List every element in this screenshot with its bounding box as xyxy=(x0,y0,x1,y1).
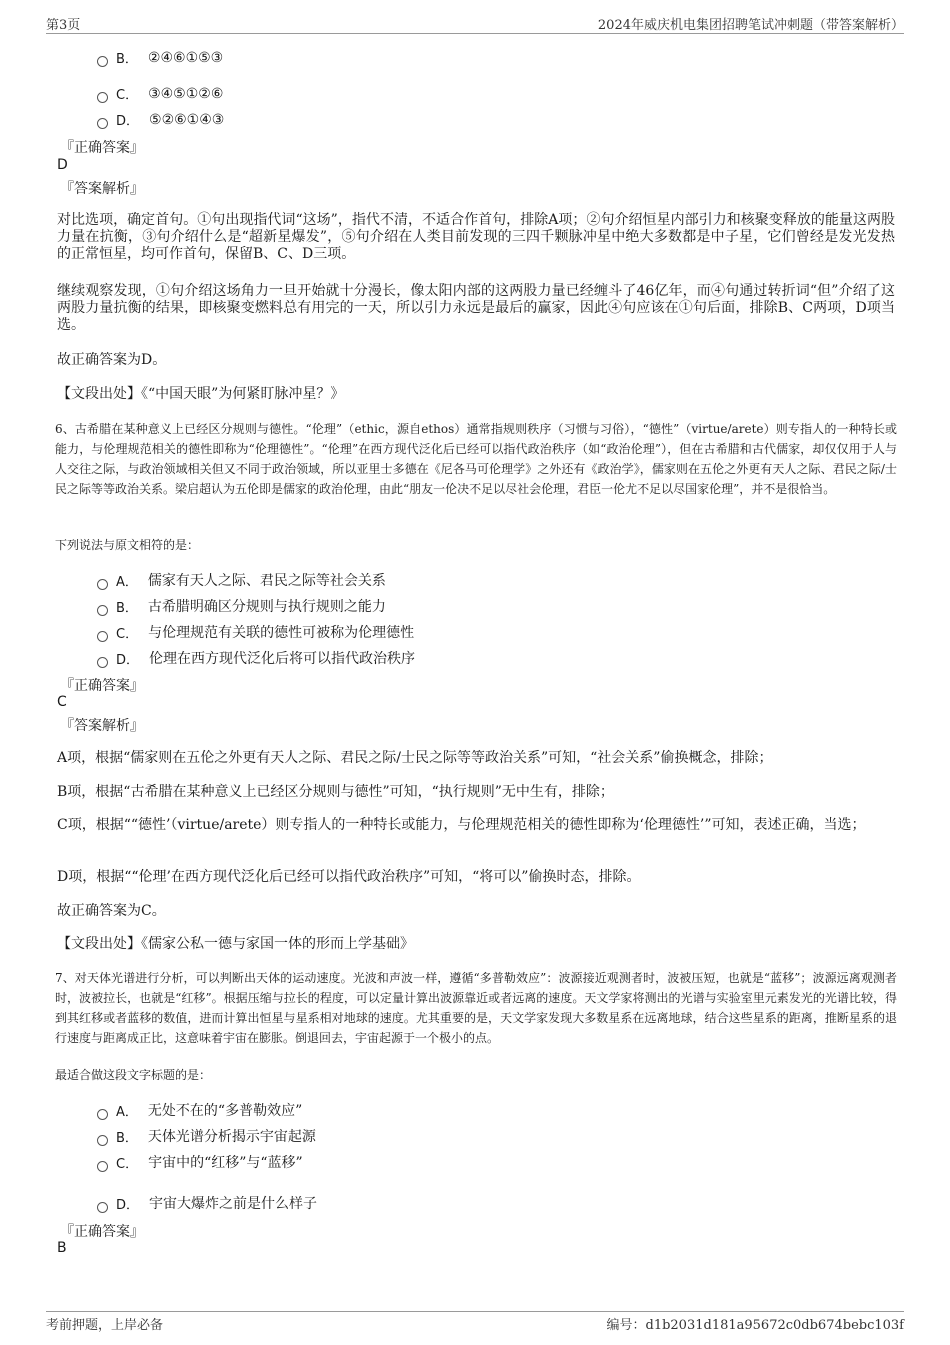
radio-icon[interactable] xyxy=(97,657,108,668)
radio-icon[interactable] xyxy=(97,1109,108,1120)
radio-icon[interactable] xyxy=(97,118,108,129)
q6-conclusion: 故正确答案为C。 xyxy=(57,903,166,919)
q6-question: 下列说法与原文相符的是： xyxy=(55,538,200,552)
radio-icon[interactable] xyxy=(97,605,108,616)
radio-icon[interactable] xyxy=(97,631,108,642)
q5-option-b[interactable]: B． ②④⑥①⑤③ xyxy=(97,48,223,67)
q7-option-c[interactable]: C． 宇宙中的“红移”与“蓝移” xyxy=(97,1152,303,1172)
q7-option-a[interactable]: A． 无处不在的“多普勒效应” xyxy=(97,1100,302,1120)
radio-icon[interactable] xyxy=(97,92,108,103)
q7-question: 最适合做这段文字标题的是： xyxy=(55,1068,212,1082)
q6-passage: 6、古希腊在某种意义上已经区分规则与德性。“伦理”（ethic，源自ethos）通常指规则秩序（习惯与习俗），“德性”（virtue/arete）则专指人的一种特长或能力，与伦理规范相关的德性即称为“伦理德性”。“伦理”在西方现代泛化后已经可以指代政治秩序（如“政治伦理”），但在古希腊和古代儒家，却仅仅用于人与人交往之际，与政治领域相关但又不同于政治领域，所以亚里士多德在《尼各马可伦理学》之外还有《政治学》，儒家则在五伦之外更有天人之际、君民之际/士民之际等等政治关系。梁启超认为五伦即是儒家的政治伦理，由此“朋友一伦决不足以尽社会伦理，君臣一伦尤不足以尽国家伦理”，并不是很恰当。 xyxy=(55,422,897,496)
document-title: 2024年威庆机电集团招聘笔试冲刺题（带答案解析） xyxy=(597,18,904,33)
q6-analysis-label: 『答案解析』 xyxy=(60,718,144,734)
q5-analysis-p2: 继续观察发现，①句介绍这场角力一旦开始就十分漫长，像太阳内部的这两股力量已经缠斗了46亿年，而④句通过转折词“但”介绍了这两股力量抗衡的结果，即核聚变燃料总有用完的一天，所以引力永远是最后的赢家，因此④句应该在①句后面，排除B、C两项，D项当选。 xyxy=(57,283,895,333)
q6-answer: C xyxy=(57,694,67,710)
header-divider xyxy=(46,33,904,34)
q6-analysis-a: A项，根据“儒家则在五伦之外更有天人之际、君民之际/士民之际等等政治关系”可知，“社会关系”偷换概念，排除； xyxy=(57,750,773,766)
q6-analysis-c: C项，根据““德性’（virtue/arete）则专指人的一种特长或能力，与伦理规范相关的德性即称为‘伦理德性’”可知，表述正确，当选； xyxy=(57,817,866,833)
q5-answer: D xyxy=(57,157,68,173)
q7-answer-label: 『正确答案』 xyxy=(60,1224,144,1240)
footer-divider xyxy=(46,1311,904,1312)
q5-answer-label: 『正确答案』 xyxy=(60,140,144,156)
q6-analysis-b: B项，根据“古希腊在某种意义上已经区分规则与德性”可知，“执行规则”无中生有，排除； xyxy=(57,784,614,800)
q7-passage: 7、对天体光谱进行分析，可以判断出天体的运动速度。光波和声波一样，遵循“多普勒效应”：波源接近观测者时，波被压短，也就是“蓝移”；波源远离观测者时，波被拉长，也就是“红移”。根据压缩与拉长的程度，可以定量计算出波源靠近或者远离的速度。天文学家将测出的光谱与实验室里元素发光的光谱比较，得到其红移或者蓝移的数值，进而计算出恒星与星系相对地球的速度。尤其重要的是，天文学家发现大多数星系在远离地球，结合这些星系的距离，推断星系的退行速度与距离成正比，这意味着宇宙在膨胀。倒退回去，宇宙起源于一个极小的点。 xyxy=(55,971,897,1045)
radio-icon[interactable] xyxy=(97,56,108,67)
q7-option-b[interactable]: B． 天体光谱分析揭示宇宙起源 xyxy=(97,1126,316,1146)
q6-option-c[interactable]: C． 与伦理规范有关联的德性可被称为伦理德性 xyxy=(97,622,414,642)
q5-source: 【文段出处】《“中国天眼”为何紧盯脉冲星？》 xyxy=(57,386,345,402)
q5-analysis-p1: 对比选项，确定首句。①句出现指代词“这场”，指代不清，不适合作首句，排除A项；②句介绍恒星内部引力和核聚变释放的能量这两股力量在抗衡，③句介绍什么是“超新星爆发”，⑤句介绍在人类目前发现的三四千颗脉冲星中绝大多数都是中子星，它们曾经是发光发热的正常恒星，均可作首句，保留B、C、D三项。 xyxy=(57,212,895,262)
radio-icon[interactable] xyxy=(97,1202,108,1213)
q6-option-d[interactable]: D． 伦理在西方现代泛化后将可以指代政治秩序 xyxy=(97,648,415,668)
radio-icon[interactable] xyxy=(97,579,108,590)
q5-option-d[interactable]: D． ⑤②⑥①④③ xyxy=(97,110,224,129)
q7-answer: B xyxy=(57,1240,67,1256)
q6-source: 【文段出处】《儒家公私一德与家国一体的形而上学基础》 xyxy=(57,936,414,952)
q7-option-d[interactable]: D． 宇宙大爆炸之前是什么样子 xyxy=(97,1193,317,1213)
document-id: 编号：d1b2031d181a95672c0db674bebc103f xyxy=(606,1318,904,1333)
q6-option-a[interactable]: A． 儒家有天人之际、君民之际等社会关系 xyxy=(97,570,386,590)
q6-answer-label: 『正确答案』 xyxy=(60,678,144,694)
q5-option-c[interactable]: C． ③④⑤①②⑥ xyxy=(97,84,223,103)
q6-analysis-d: D项，根据““伦理’在西方现代泛化后已经可以指代政治秩序”可知，“将可以”偷换时态，排除。 xyxy=(57,869,641,885)
footer-slogan: 考前押题，上岸必备 xyxy=(46,1318,164,1333)
q5-conclusion: 故正确答案为D。 xyxy=(57,352,167,368)
radio-icon[interactable] xyxy=(97,1161,108,1172)
page-number: 第3页 xyxy=(46,18,81,33)
radio-icon[interactable] xyxy=(97,1135,108,1146)
q6-option-b[interactable]: B． 古希腊明确区分规则与执行规则之能力 xyxy=(97,596,386,616)
q5-analysis-label: 『答案解析』 xyxy=(60,181,144,197)
